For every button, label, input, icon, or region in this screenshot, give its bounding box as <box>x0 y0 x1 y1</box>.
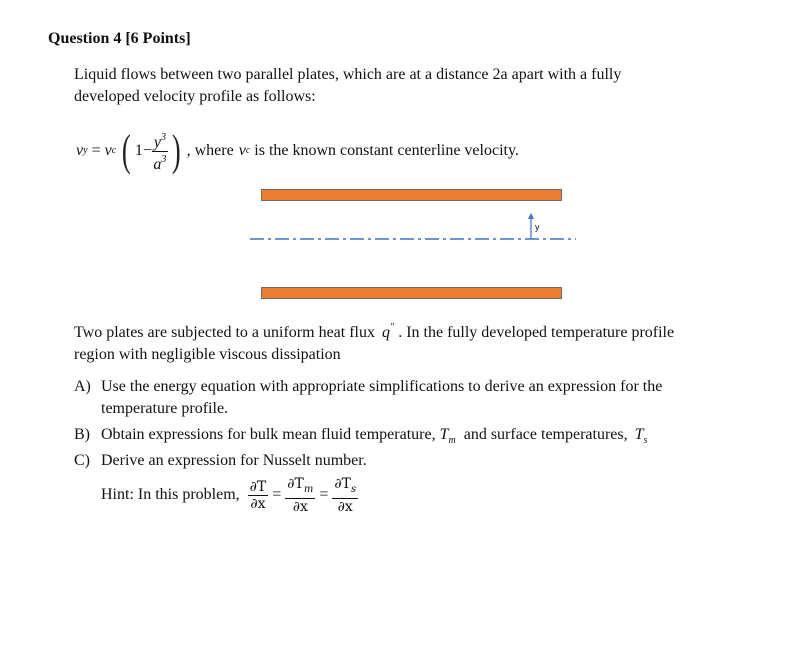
eq-num-var: y <box>153 133 161 151</box>
y-axis-arrowhead <box>528 213 534 219</box>
item-b-tm-sub: m <box>448 435 456 446</box>
eq-tail-sub: c <box>245 145 251 156</box>
heat-line-2: region with negligible viscous dissipation <box>74 346 341 363</box>
hint-line <box>101 472 358 518</box>
eq-right-paren: ) <box>171 126 181 175</box>
eq-den-var: a <box>153 155 162 173</box>
hint-f2-sub: m <box>303 483 314 495</box>
list-item-a <box>74 376 774 420</box>
bottom-plate <box>261 287 562 299</box>
item-b-ts-var: T <box>634 426 644 443</box>
eq-equals: = <box>91 142 101 159</box>
y-axis-label: y <box>535 222 540 232</box>
heat-flux-paragraph <box>74 317 674 366</box>
eq-tail-post: is the known constant centerline velocity. <box>254 142 519 159</box>
eq-den-exp: 3 <box>161 153 167 165</box>
hint-fraction-3 <box>332 476 358 515</box>
hint-equals-1: = <box>272 486 282 503</box>
centerline-diagram <box>248 210 578 250</box>
list-item-c <box>74 450 774 472</box>
hint-label: Hint: In this problem, <box>101 486 240 503</box>
hint-f1-num: ∂T <box>249 478 267 495</box>
eq-one-minus: 1− <box>134 142 152 159</box>
intro-line-1: Liquid flows between two parallel plates, which are at a distance 2a apart with a fully <box>74 66 622 83</box>
hint-f1-den: ∂x <box>250 495 266 512</box>
top-plate <box>261 189 562 201</box>
item-b-tm-var: T <box>439 426 449 443</box>
item-a-letter: A) <box>74 378 91 395</box>
eq-vc-var: v <box>104 142 112 159</box>
eq-lhs-sub: y <box>83 145 88 156</box>
item-a-line-1: Use the energy equation with appropriate simplifications to derive an expression for the <box>101 378 663 395</box>
eq-fraction <box>152 130 168 173</box>
heat-line-1-pre: Two plates are subjected to a uniform heat flux <box>74 324 375 341</box>
eq-num-exp: 3 <box>160 131 166 143</box>
hint-fraction-1 <box>248 479 269 512</box>
hint-f2-den: ∂x <box>292 498 308 515</box>
hint-equals-2: = <box>319 486 329 503</box>
eq-tail-pre: , where <box>186 142 234 159</box>
hint-f3-den: ∂x <box>337 498 353 515</box>
eq-tail-var: v <box>238 142 246 159</box>
heat-flux-symbol: q <box>382 324 390 341</box>
intro-paragraph <box>74 64 621 108</box>
eq-lhs-var: v <box>76 142 84 159</box>
item-b-mid: and surface temperatures, <box>463 426 628 443</box>
heat-line-1-post: . In the fully developed temperature profile <box>398 324 675 341</box>
question-title: Question 4 [6 Points] <box>48 30 191 47</box>
item-c-letter: C) <box>74 452 90 469</box>
eq-vc-sub: c <box>111 145 117 156</box>
hint-f2-num: ∂T <box>287 475 304 492</box>
hint-f3-num: ∂T <box>334 475 351 492</box>
velocity-equation <box>76 126 519 176</box>
eq-left-paren: ( <box>122 126 131 175</box>
hint-fraction-2 <box>285 476 315 515</box>
item-b-pre: Obtain expressions for bulk mean fluid temperature, <box>101 426 436 443</box>
intro-line-2: developed velocity profile as follows: <box>74 88 316 105</box>
heat-flux-mark: " <box>390 322 395 333</box>
item-b-ts-sub: s <box>643 435 648 446</box>
item-a-line-2: temperature profile. <box>101 400 229 417</box>
item-b-letter: B) <box>74 426 90 443</box>
hint-f3-sub: s <box>350 483 357 495</box>
item-c-text: Derive an expression for Nusselt number. <box>101 452 367 469</box>
list-item-b <box>74 424 774 452</box>
